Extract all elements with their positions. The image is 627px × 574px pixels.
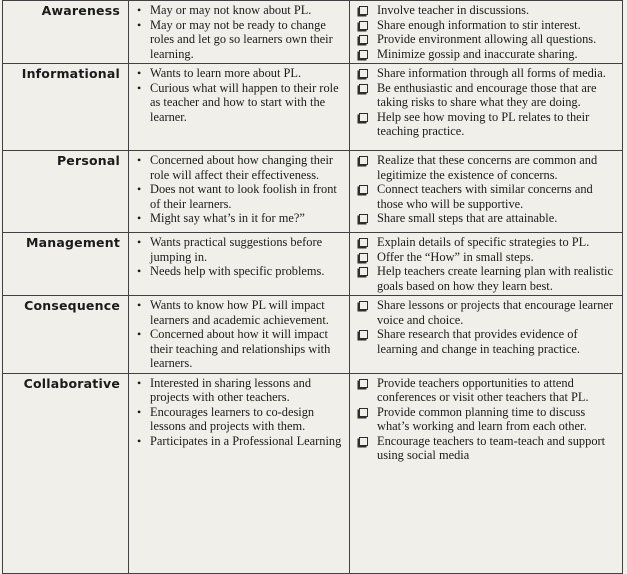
checkbox-icon bbox=[359, 113, 368, 122]
concern-text: May or may not be ready to change roles and let go so learners own their learning. bbox=[150, 17, 333, 61]
strategy-text: Share information through all forms of media. bbox=[377, 66, 606, 80]
checkbox-icon bbox=[359, 21, 368, 30]
strategy-list-item bbox=[357, 3, 618, 18]
stage-label: Management bbox=[25, 235, 120, 250]
concern-text: Curious what will happen to their role as teacher and how to start with the learner. bbox=[150, 80, 339, 124]
strategies-cell bbox=[350, 151, 622, 232]
concern-list-item bbox=[135, 211, 347, 226]
concern-text: Wants to learn more about PL. bbox=[150, 66, 302, 80]
checkbox-holder bbox=[357, 327, 377, 339]
checkbox-holder bbox=[357, 376, 377, 388]
stage-label: Personal bbox=[56, 153, 120, 168]
strategy-list-item bbox=[357, 405, 618, 434]
concern-list-item bbox=[135, 153, 347, 182]
checkbox-holder bbox=[357, 264, 377, 276]
strategy-list-item bbox=[357, 298, 618, 327]
concerns-cell bbox=[129, 1, 350, 63]
strategy-text: Share small steps that are attainable. bbox=[377, 211, 558, 225]
checkbox-holder bbox=[357, 298, 377, 310]
stages-of-concern-table bbox=[2, 0, 623, 574]
strategies-cell bbox=[350, 233, 622, 295]
strategy-list-item bbox=[357, 110, 618, 139]
checkbox-icon bbox=[359, 253, 368, 262]
strategy-text: Realize that these concerns are common and legitimize the existence of concerns. bbox=[377, 153, 598, 182]
stage-cell bbox=[3, 1, 129, 63]
strategy-text: Involve teacher in discussions. bbox=[377, 3, 530, 17]
checkbox-holder bbox=[357, 18, 377, 30]
checkbox-holder bbox=[357, 434, 377, 446]
bullet-icon: • bbox=[137, 182, 142, 196]
strategy-list-item bbox=[357, 182, 618, 211]
bullet-icon: • bbox=[137, 235, 142, 249]
stage-label: Informational bbox=[21, 66, 120, 81]
concern-text: Does not want to look foolish in front of their learners. bbox=[150, 182, 337, 211]
strategy-list-item bbox=[357, 235, 618, 250]
strategy-text: Minimize gossip and inaccurate sharing. bbox=[377, 46, 578, 61]
strategy-text: Share research that provides evidence of learning and change in teaching practice. bbox=[377, 327, 580, 356]
strategy-text: Share enough information to stir interest. bbox=[377, 17, 581, 32]
checkbox-holder bbox=[357, 110, 377, 122]
checkbox-holder bbox=[357, 405, 377, 417]
table-row bbox=[3, 151, 622, 233]
bullet-icon: • bbox=[137, 17, 142, 32]
concern-text: May or may not know about PL. bbox=[150, 3, 312, 17]
concern-text: Might say what’s in it for me?” bbox=[150, 211, 305, 225]
concern-text: Concerned about how it will impact their teaching and relationships with learners. bbox=[150, 327, 331, 370]
strategy-text: Be enthusiastic and encourage those that are taking risks to share what they are doing. bbox=[377, 80, 597, 109]
bullet-icon: • bbox=[137, 327, 142, 341]
strategies-cell bbox=[350, 1, 622, 63]
bullet-icon: • bbox=[137, 211, 142, 225]
table-row bbox=[3, 233, 622, 296]
strategy-text: Share lessons or projects that encourage learner voice and choice. bbox=[377, 298, 614, 327]
bullet-icon: • bbox=[137, 375, 142, 390]
bullet-icon: • bbox=[137, 264, 142, 278]
checkbox-icon bbox=[359, 267, 368, 276]
table-row bbox=[3, 1, 622, 64]
checkbox-icon bbox=[359, 301, 368, 310]
strategy-list-item bbox=[357, 81, 618, 110]
checkbox-icon bbox=[359, 69, 368, 78]
strategy-list-item bbox=[357, 47, 618, 62]
concerns-cell bbox=[129, 233, 350, 295]
strategy-text: Offer the “How” in small steps. bbox=[377, 249, 534, 264]
bullet-icon: • bbox=[137, 66, 142, 80]
concerns-cell bbox=[129, 151, 350, 232]
checkbox-icon bbox=[359, 185, 368, 194]
checkbox-holder bbox=[357, 182, 377, 194]
stage-cell bbox=[3, 233, 129, 295]
bullet-icon: • bbox=[137, 3, 142, 17]
bullet-icon: • bbox=[137, 404, 142, 419]
strategy-text: Connect teachers with similar concerns and those who will be supportive. bbox=[377, 182, 593, 211]
concern-text: Encourages learners to co-design lessons and projects with them. bbox=[150, 404, 315, 433]
checkbox-icon bbox=[359, 379, 368, 388]
concern-list-item bbox=[135, 18, 347, 62]
stage-cell bbox=[3, 296, 129, 373]
checkbox-holder bbox=[357, 153, 377, 165]
strategy-list-item bbox=[357, 18, 618, 33]
strategy-list-item bbox=[357, 250, 618, 265]
strategy-list-item bbox=[357, 211, 618, 226]
stage-label: Collaborative bbox=[23, 375, 120, 391]
checkbox-holder bbox=[357, 235, 377, 247]
table-row bbox=[3, 374, 622, 574]
bullet-icon: • bbox=[137, 153, 142, 167]
table-row bbox=[3, 64, 622, 151]
table-row bbox=[3, 296, 622, 374]
concern-list-item bbox=[135, 434, 347, 449]
checkbox-holder bbox=[357, 3, 377, 15]
strategy-text: Help see how moving to PL relates to their teaching practice. bbox=[377, 109, 590, 138]
bullet-icon: • bbox=[137, 298, 142, 312]
strategies-cell bbox=[350, 296, 622, 373]
concern-list-item bbox=[135, 298, 347, 327]
checkbox-holder bbox=[357, 47, 377, 59]
checkbox-icon bbox=[359, 238, 368, 247]
strategy-text: Explain details of specific strategies to PL. bbox=[377, 235, 590, 249]
concern-text: Interested in sharing lessons and projects with other teachers. bbox=[150, 375, 312, 404]
concern-list-item bbox=[135, 264, 347, 279]
checkbox-holder bbox=[357, 250, 377, 262]
checkbox-icon bbox=[359, 6, 368, 15]
checkbox-icon bbox=[359, 330, 368, 339]
concern-list-item bbox=[135, 405, 347, 434]
strategy-list-item bbox=[357, 66, 618, 81]
concerns-cell bbox=[129, 374, 350, 573]
checkbox-icon bbox=[359, 50, 368, 59]
strategy-list-item bbox=[357, 32, 618, 47]
strategy-text: Encourage teachers to team-teach and support using social media bbox=[377, 433, 606, 462]
concern-list-item bbox=[135, 182, 347, 211]
strategy-list-item bbox=[357, 153, 618, 182]
strategy-list-item bbox=[357, 376, 618, 405]
checkbox-icon bbox=[359, 84, 368, 93]
concern-list-item bbox=[135, 235, 347, 264]
concern-text: Needs help with specific problems. bbox=[150, 264, 325, 278]
checkbox-holder bbox=[357, 211, 377, 223]
stage-cell bbox=[3, 374, 129, 573]
strategy-text: Provide common planning time to discuss what’s working and learn from each other. bbox=[377, 404, 587, 433]
checkbox-icon bbox=[359, 156, 368, 165]
concern-text: Wants practical suggestions before jumping in. bbox=[150, 235, 323, 264]
concern-list-item bbox=[135, 3, 347, 18]
concerns-cell bbox=[129, 296, 350, 373]
strategy-text: Provide teachers opportunities to attend conferences or visit other teachers that PL. bbox=[377, 375, 589, 404]
checkbox-holder bbox=[357, 32, 377, 44]
checkbox-holder bbox=[357, 81, 377, 93]
strategies-cell bbox=[350, 64, 622, 150]
strategy-list-item bbox=[357, 264, 618, 293]
concern-list-item bbox=[135, 81, 347, 125]
checkbox-icon bbox=[359, 214, 368, 223]
stage-label: Awareness bbox=[41, 3, 120, 18]
strategies-cell bbox=[350, 374, 622, 573]
concern-list-item bbox=[135, 66, 347, 81]
stage-label: Consequence bbox=[24, 298, 120, 313]
concern-text: Concerned about how changing their role will affect their effectiveness. bbox=[150, 153, 334, 182]
concerns-cell bbox=[129, 64, 350, 150]
checkbox-icon bbox=[359, 408, 368, 417]
concern-text: Wants to know how PL will impact learners and academic achievement. bbox=[150, 298, 329, 327]
stage-cell bbox=[3, 151, 129, 232]
bullet-icon: • bbox=[137, 433, 142, 448]
checkbox-holder bbox=[357, 66, 377, 78]
checkbox-icon bbox=[359, 35, 368, 44]
bullet-icon: • bbox=[137, 80, 142, 95]
strategy-list-item bbox=[357, 327, 618, 356]
strategy-text: Provide environment allowing all questions. bbox=[377, 32, 597, 46]
concern-list-item bbox=[135, 327, 347, 371]
stage-cell bbox=[3, 64, 129, 150]
concern-text: Participates in a Professional Learning bbox=[150, 433, 342, 448]
strategy-text: Help teachers create learning plan with realistic goals based on how they learn best. bbox=[377, 264, 613, 293]
concern-list-item bbox=[135, 376, 347, 405]
